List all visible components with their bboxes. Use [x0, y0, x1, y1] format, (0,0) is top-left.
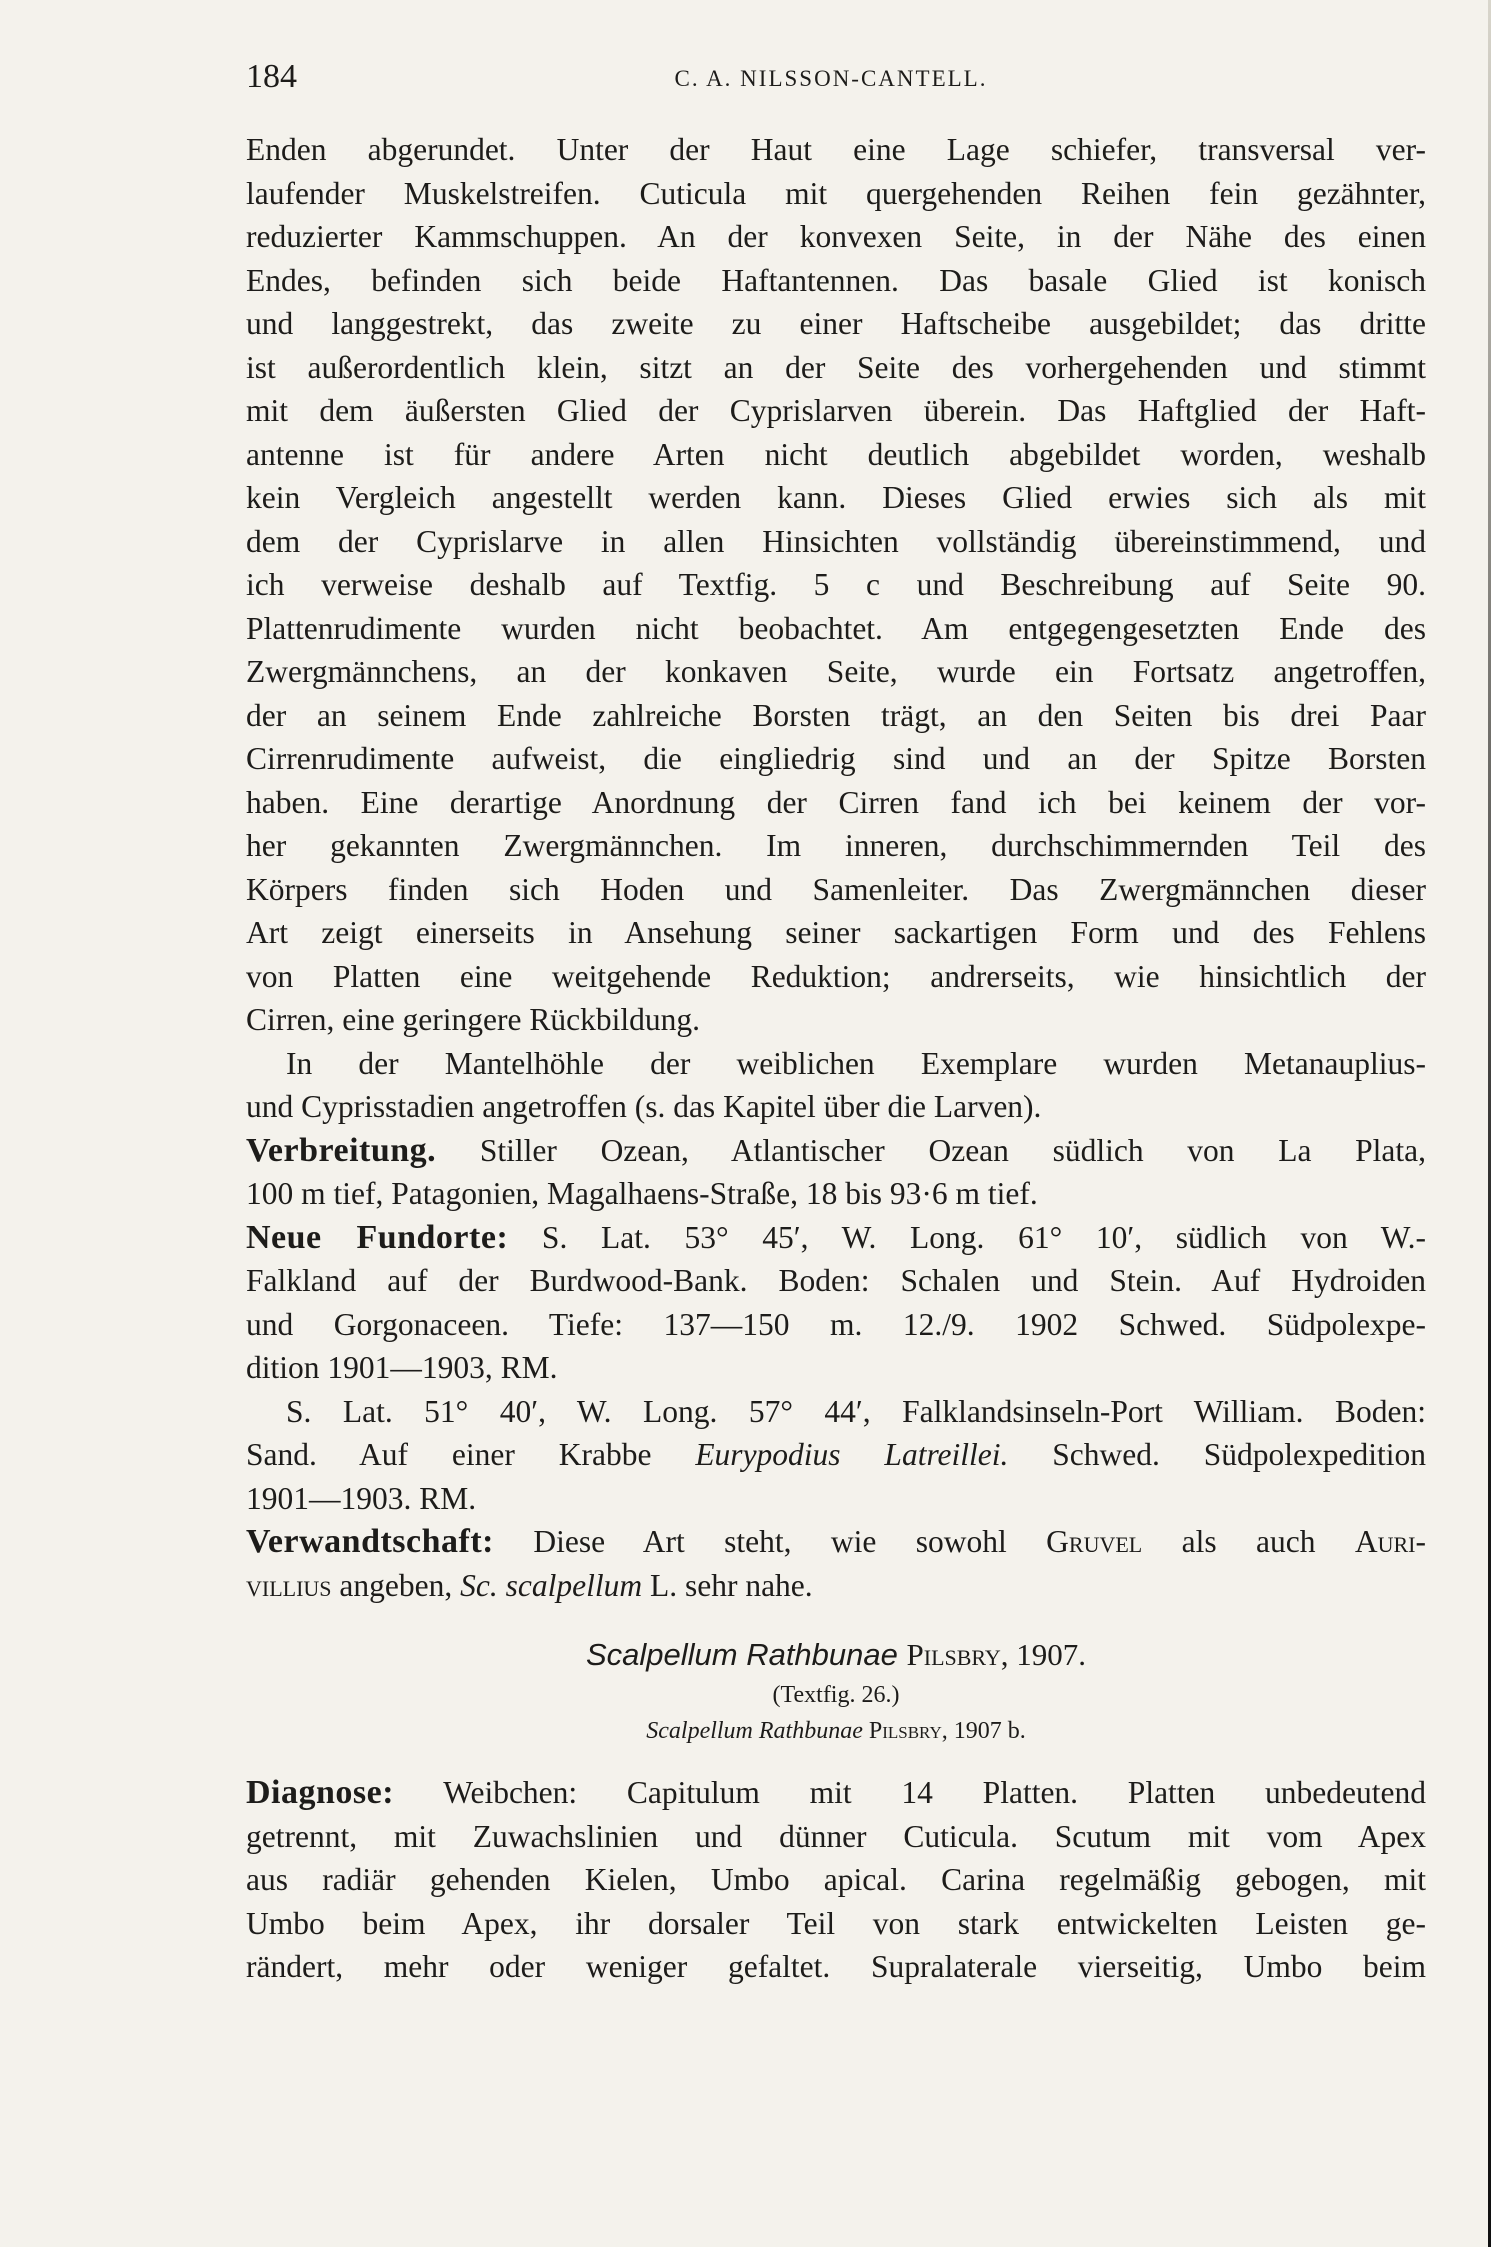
text-line [246, 1216, 1426, 1260]
text-line: und langgestrekt, das zweite zu einer Haftscheibe ausgebildet; das dritte [246, 306, 1426, 341]
text-line: 100 m tief, Patagonien, Magalhaens-Straße, 18 bis 93·6 m tief. [246, 1176, 1038, 1211]
synonym-author: Pilsbry [868, 1718, 942, 1744]
text-line: und Gorgonaceen. Tiefe: 137—150 m. 12./9. 1902 Schwed. Südpolexpe- [246, 1306, 1426, 1342]
text-line: Art zeigt einerseits in Ansehung seiner sackartigen Form und des Fehlens [246, 915, 1426, 950]
text-line: rändert, mehr oder weniger gefaltet. Supralaterale vierseitig, Umbo beim [246, 1949, 1426, 1984]
text-line: ist außerordentlich klein, sitzt an der Seite des vorhergehenden und stimmt [246, 349, 1426, 385]
species-name: Eurypodius Latreillei. [695, 1437, 1009, 1472]
text-line: 1901—1903. RM. [246, 1480, 477, 1516]
author-name: Auri- [1354, 1524, 1426, 1559]
text-line: kein Vergleich angestellt werden kann. Dieses Glied erwies sich als mit [246, 480, 1426, 515]
paragraph-fundorte-2 [246, 1390, 1426, 1521]
text-line: Plattenrudimente wurden nicht beobachtet. Am entgegengesetzten Ende des [246, 610, 1426, 646]
text-line: In der Mantelhöhle der weiblichen Exemplare wurden Metanauplius- [286, 1045, 1426, 1081]
paragraph-diagnose [246, 1771, 1426, 1989]
text-line: und Cyprisstadien angetroffen (s. das Kapitel über die Larven). [246, 1089, 1042, 1124]
text-line: ich verweise deshalb auf Textfig. 5 c und Beschreibung auf Seite 90. [246, 567, 1426, 602]
text-line: Endes, befinden sich beide Haftantennen. Das basale Glied ist konisch [246, 262, 1426, 298]
fundorte-heading: Neue Fundorte: [246, 1218, 509, 1256]
text-line: Cirrenrudimente aufweist, die eingliedrig sind und an der Spitze Borsten [246, 741, 1426, 776]
page-header [246, 58, 1416, 108]
text-line: Cirren, eine geringere Rückbildung. [246, 1002, 700, 1037]
verwandtschaft-heading: Verwandtschaft: [246, 1523, 495, 1560]
text-fragment: als auch [1142, 1524, 1355, 1559]
text-line: der an seinem Ende zahlreiche Borsten trägt, an den Seiten bis drei Paar [246, 697, 1426, 733]
text-line: dem der Cyprislarve in allen Hinsichten vollständig übereinstimmend, und [246, 523, 1426, 559]
species-author: Pilsbry [906, 1637, 1001, 1672]
text-line [246, 1564, 1426, 1608]
fundorte-text: S. Lat. 53° 45′, W. Long. 61° 10′, südlich von W.- [508, 1219, 1427, 1255]
paragraph-larvae [246, 1042, 1426, 1129]
text-line [246, 1520, 1426, 1564]
text-fragment: Sand. Auf einer Krabbe [246, 1437, 696, 1472]
paragraph-verwandtschaft [246, 1520, 1426, 1607]
author-name: Gruvel [1046, 1524, 1143, 1559]
running-head: C. A. NILSSON-CANTELL. [674, 66, 988, 91]
text-line: her gekannten Zwergmännchen. Im inneren, durchschimmernden Teil des [246, 828, 1426, 863]
text-line: haben. Eine derartige Anordnung der Cirren fand ich bei keinem der vor- [246, 784, 1426, 820]
text-line: reduzierter Kammschuppen. An der konvexen Seite, in der Nähe des einen [246, 219, 1426, 254]
text-line [246, 1433, 1426, 1477]
text-line: Körpers finden sich Hoden und Samenleiter. Das Zwergmännchen dieser [246, 871, 1426, 907]
paragraph-verbreitung [246, 1129, 1426, 1216]
body-text [246, 128, 1426, 1989]
text-fragment: Diese Art steht, wie sowohl [494, 1524, 1047, 1559]
synonym-year: , 1907 b. [941, 1718, 1026, 1744]
text-fragment: Weibchen: Capitulum mit 14 Platten. Platten unbedeutend [394, 1775, 1426, 1810]
text-fragment: angeben, [331, 1567, 461, 1603]
text-line: Enden abgerundet. Unter der Haut eine Lage schiefer, transversal ver- [246, 132, 1426, 167]
species-title [246, 1633, 1426, 1677]
text-line [246, 1771, 1426, 1815]
species-heading-block [246, 1633, 1426, 1749]
text-line: laufender Muskelstreifen. Cuticula mit quergehenden Reihen fein gezähnter, [246, 175, 1426, 211]
text-line: von Platten eine weitgehende Reduktion; andrerseits, wie hinsichtlich der [246, 958, 1426, 994]
text-line: aus radiär gehenden Kielen, Umbo apical. Carina regelmäßig gebogen, mit [246, 1862, 1426, 1897]
text-line: Zwergmännchens, an der konkaven Seite, wurde ein Fortsatz angetroffen, [246, 654, 1426, 689]
text-fragment: Schwed. Südpolexpedition [1008, 1437, 1426, 1472]
page-number: 184 [246, 58, 297, 95]
paragraph-description [246, 128, 1426, 1042]
text-line: Umbo beim Apex, ihr dorsaler Teil von stark entwickelten Leisten ge- [246, 1905, 1426, 1941]
text-line: dition 1901—1903, RM. [246, 1350, 558, 1385]
species-year: , 1907. [1000, 1637, 1087, 1672]
diagnose-heading: Diagnose: [246, 1774, 395, 1811]
verbreitung-heading: Verbreitung. [246, 1131, 437, 1169]
text-line [246, 1129, 1426, 1173]
synonym-name: Scalpellum Rathbunae [646, 1718, 863, 1744]
text-line: getrennt, mit Zuwachslinien und dünner Cuticula. Scutum mit vom Apex [246, 1818, 1426, 1854]
text-line: antenne ist für andere Arten nicht deutlich abgebildet worden, weshalb [246, 436, 1426, 472]
species-name: Sc. scalpellum [460, 1567, 643, 1603]
text-line: S. Lat. 51° 40′, W. Long. 57° 44′, Falklandsinseln-Port William. Boden: [286, 1393, 1426, 1429]
synonym-line [246, 1713, 1426, 1749]
text-fragment: L. sehr nahe. [642, 1567, 813, 1603]
species-title-name: Scalpellum Rathbunae [585, 1637, 898, 1672]
verbreitung-text: Stiller Ozean, Atlantischer Ozean südlich von La Plata, [436, 1132, 1426, 1168]
paragraph-fundorte [246, 1216, 1426, 1390]
text-line: mit dem äußersten Glied der Cyprislarven überein. Das Haftglied der Haft- [246, 393, 1426, 428]
figure-reference: (Textfig. 26.) [772, 1682, 900, 1708]
text-line: Falkland auf der Burdwood-Bank. Boden: Schalen und Stein. Auf Hydroiden [246, 1263, 1426, 1298]
author-name: villius [246, 1567, 332, 1603]
